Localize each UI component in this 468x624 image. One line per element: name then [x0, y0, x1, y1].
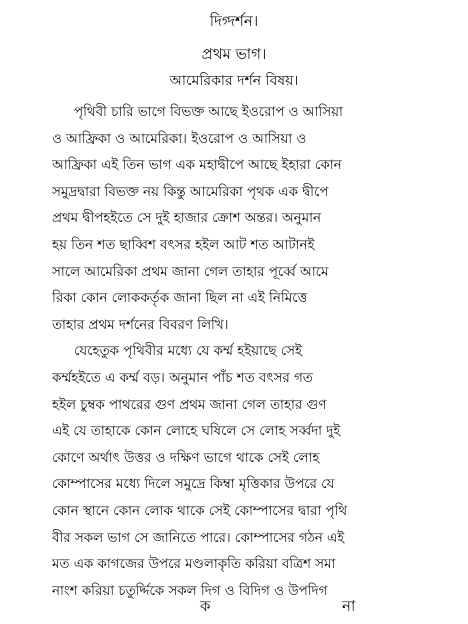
- text-line: হইল চুম্বক পাথরের গুণ প্রথম জানা গেল তাহার গুণ: [52, 397, 327, 413]
- text-line: রিকা কোন লোককর্তৃক জানা ছিল না এই নিমিত্তে: [52, 291, 308, 307]
- signature-mark: ক: [200, 597, 211, 615]
- catchword: না: [342, 597, 356, 615]
- text-line: পৃথিবী চারি ভাগে বিভক্ত আছে ইওরোপ ও আসিয়া: [74, 105, 343, 120]
- subject-heading: আমেরিকার দর্শন বিষয়।: [169, 73, 299, 89]
- text-line: আফ্রিকা এই তিন ভাগ এক মহাদ্বীপে আছে ইহারা কোন: [52, 158, 342, 174]
- text-line: প্রথম দ্বীপহইতে সে দুই হাজার ক্রোশ অন্তর। অনুমান: [52, 211, 321, 227]
- page-title: দিগ্দর্শন।: [209, 12, 259, 30]
- text-line: কোম্পাসের মধ্যে দিলে সমুদ্রে কিম্বা মৃত্তিকার উপরে যে: [52, 477, 335, 493]
- body-text: [52, 100, 442, 605]
- text-line: যেহেতুক পৃথিবীর মধ্যে যে কর্ম্ম হইয়াছে সেই: [74, 344, 302, 360]
- text-line: কোণে অর্থাৎ উত্তর ও দক্ষিণ ভাগে থাকে সেই লোহ: [52, 450, 320, 466]
- text-line: সালে আমেরিকা প্রথম জানা গেল তাহার পূর্ব্বে আমে: [52, 264, 329, 280]
- text-line: হয় তিন শত ছাব্বিশ বৎসর হইল আট শত আটানই: [52, 237, 315, 253]
- text-line: নাংশ করিয়া চতুর্দ্দিকে সকল দিগ ও বিদিগ ও উপদিগ: [52, 583, 328, 599]
- text-line: বীর সকল ভাগ সে জানিতে পারে। কোম্পাসের গঠন এই: [52, 530, 345, 546]
- text-line: তাহার প্রথম দর্শনের বিবরণ লিখি।: [52, 317, 229, 333]
- part-heading: প্রথম ভাগ।: [201, 45, 267, 63]
- text-line: কর্ম্মহইতে এ কর্ম্ম বড়। অনুমান পাঁচ শত বৎসর গত: [52, 370, 313, 386]
- text-line: সমুদ্রদ্বারা বিভক্ত নয় কিন্তু আমেরিকা পৃথক এক দ্বীপে: [52, 184, 329, 200]
- text-line: এই যে তাহাকে কোন লোহে ঘষিলে সে লোহ সর্ব্বদা দুই: [52, 424, 341, 440]
- text-line: ও আফ্রিকা ও আমেরিকা। ইওরোপ ও আসিয়া ও: [52, 131, 307, 147]
- text-line: কোন স্থানে কোন লোক থাকে সেই কোম্পাসের দ্বারা পৃথি: [52, 503, 348, 519]
- text-line: মত এক কাগজের উপরে মণ্ডলাকৃতি করিয়া বত্রিশ সমা: [52, 557, 336, 573]
